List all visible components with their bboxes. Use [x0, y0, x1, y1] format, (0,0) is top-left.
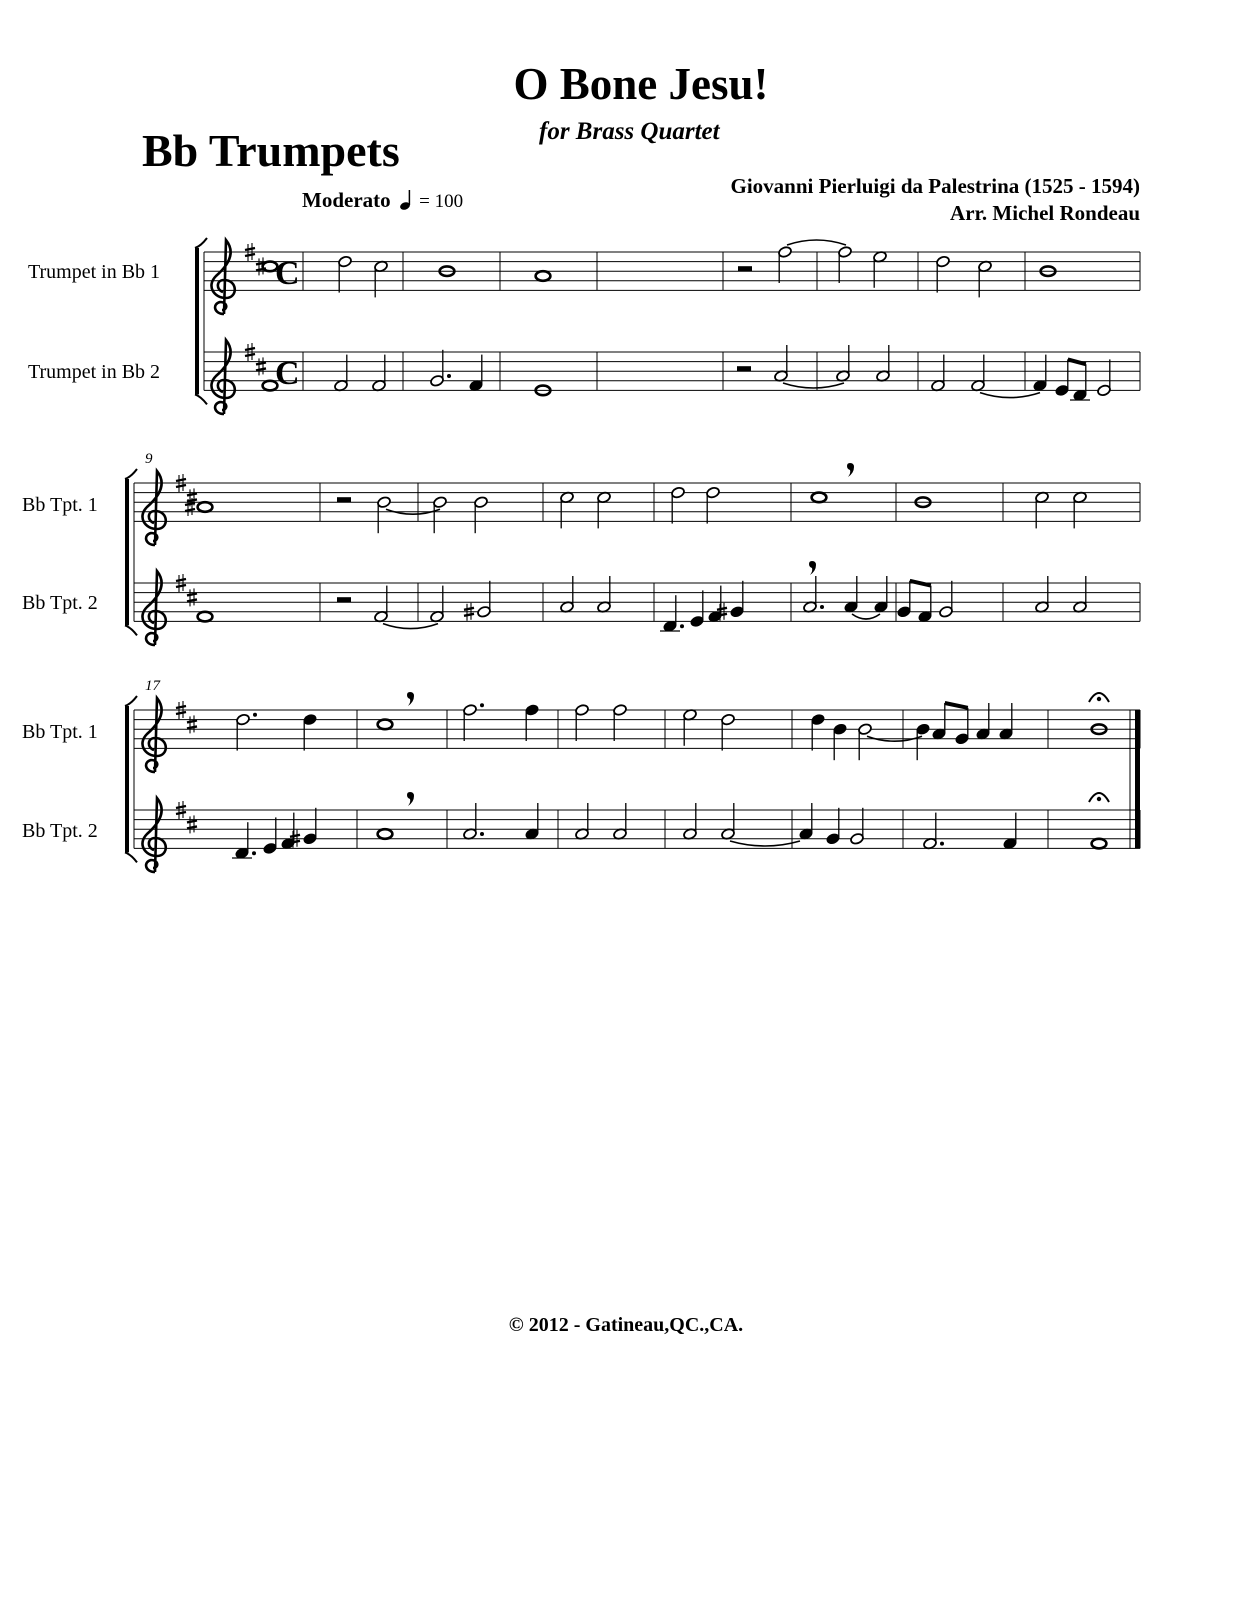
arranger-credit: Arr. Michel Rondeau: [950, 201, 1140, 225]
sharp-sign: [187, 720, 197, 722]
sharp-sign: [245, 354, 255, 356]
tie: [730, 841, 800, 846]
staff-bracket: [125, 479, 129, 625]
sharp-sign: [245, 248, 255, 250]
whole-note: [1092, 839, 1107, 849]
sharp-sign: [717, 608, 727, 610]
sharp-sign: [187, 726, 197, 728]
part-name: Bb Trumpets: [142, 125, 400, 176]
tie: [980, 393, 1040, 398]
half-rest: [737, 366, 751, 371]
augmentation-dot: [820, 605, 824, 609]
sharp-sign: [187, 599, 197, 601]
staff-label: Bb Tpt. 1: [22, 494, 98, 516]
score-subtitle: for Brass Quartet: [539, 118, 720, 145]
tie: [383, 624, 438, 629]
treble-clef-icon: [142, 571, 165, 645]
whole-note: [198, 612, 213, 622]
staff-bracket: [125, 706, 129, 852]
tie: [783, 383, 844, 388]
breath-mark: [847, 463, 854, 477]
augmentation-dot: [680, 624, 684, 628]
sharp-sign: [256, 368, 266, 370]
sharp-sign: [176, 579, 186, 581]
augmentation-dot: [252, 851, 256, 855]
measure-number: 9: [145, 451, 153, 467]
sharp-sign: [176, 479, 186, 481]
breath-mark: [407, 792, 414, 806]
sharp-sign: [176, 585, 186, 587]
sharp-sign: [464, 614, 474, 616]
notation-layer: [125, 238, 1140, 872]
note-beam: [945, 703, 968, 708]
sharp-sign: [245, 348, 255, 350]
note-beam: [910, 581, 931, 586]
staff-label: Bb Tpt. 2: [22, 820, 98, 842]
time-signature: C: [275, 255, 300, 292]
staff-bracket: [195, 248, 199, 394]
whole-note: [378, 720, 393, 730]
staff-bracket: [125, 852, 137, 862]
note-beam: [1068, 359, 1086, 364]
tempo-value: = 100: [419, 191, 464, 212]
treble-clef-icon: [211, 240, 234, 314]
sharp-sign: [176, 712, 186, 714]
sharp-sign: [176, 812, 186, 814]
half-rest: [337, 497, 351, 502]
sharp-sign: [256, 362, 266, 364]
sharp-sign: [187, 826, 197, 828]
fermata: [1097, 697, 1101, 701]
augmentation-dot: [480, 703, 484, 707]
staff-label: Trumpet in Bb 1: [28, 261, 161, 283]
sharp-sign: [464, 608, 474, 610]
whole-note: [536, 271, 551, 281]
time-signature: C: [275, 355, 300, 392]
sharp-sign: [176, 806, 186, 808]
tie: [852, 614, 880, 619]
treble-clef-icon: [142, 698, 165, 772]
sharp-sign: [176, 706, 186, 708]
score-title: O Bone Jesu!: [513, 59, 769, 109]
sharp-sign: [185, 509, 195, 511]
half-rest: [337, 597, 351, 602]
staff-bracket: [125, 696, 137, 706]
breath-mark: [407, 692, 414, 706]
sharp-sign: [187, 820, 197, 822]
half-rest: [738, 266, 752, 271]
staff-bracket: [195, 238, 207, 248]
staff-label: Bb Tpt. 2: [22, 592, 98, 614]
sharp-sign: [187, 493, 197, 495]
tie: [787, 240, 846, 245]
whole-note: [198, 502, 213, 512]
measure-number: 17: [145, 678, 160, 694]
sharp-sign: [290, 835, 300, 837]
staff-label: Bb Tpt. 1: [22, 721, 98, 743]
staff-bracket: [195, 394, 207, 404]
augmentation-dot: [447, 374, 451, 378]
composer-credit: Giovanni Pierluigi da Palestrina (1525 - 1594): [730, 174, 1140, 198]
fermata: [1097, 797, 1101, 801]
treble-clef-icon: [142, 471, 165, 545]
sharp-sign: [187, 593, 197, 595]
sharp-sign: [176, 485, 186, 487]
copyright-notice: © 2012 - Gatineau,QC.,CA.: [508, 1314, 744, 1336]
staff-label: Trumpet in Bb 2: [28, 361, 161, 383]
staff-bracket: [125, 469, 137, 479]
treble-clef-icon: [142, 798, 165, 872]
sharp-sign: [245, 254, 255, 256]
augmentation-dot: [940, 842, 944, 846]
augmentation-dot: [480, 832, 484, 836]
staff-bracket: [125, 625, 137, 635]
tempo-text: Moderato: [302, 188, 391, 212]
final-barline: [1135, 710, 1140, 848]
breath-mark: [809, 561, 816, 575]
treble-clef-icon: [211, 340, 234, 414]
whole-note: [812, 493, 827, 503]
augmentation-dot: [253, 713, 257, 717]
whole-note: [378, 829, 393, 839]
